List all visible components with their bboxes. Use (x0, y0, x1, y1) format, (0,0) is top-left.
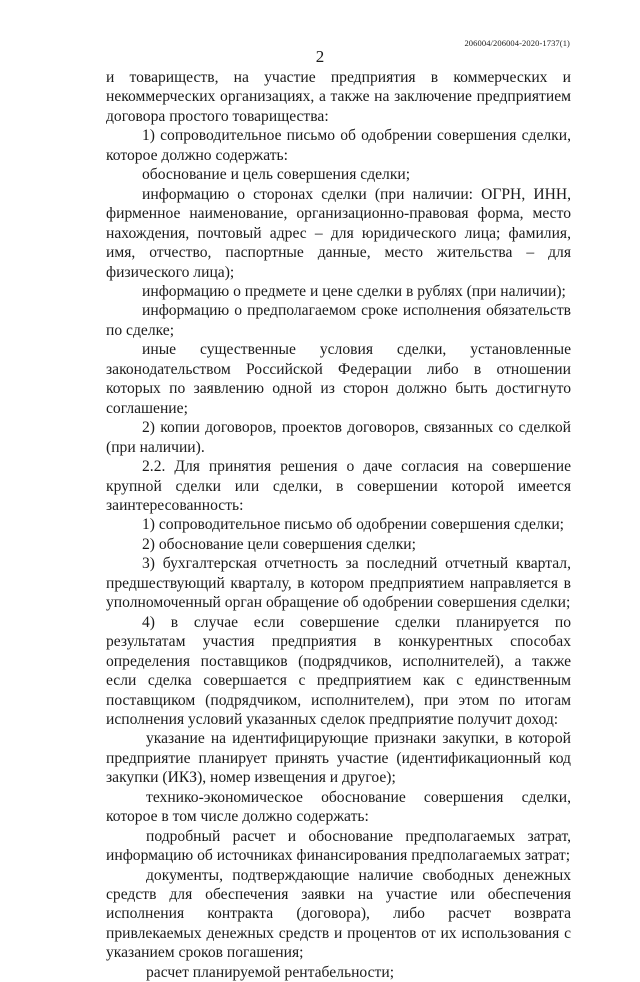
paragraph: документы, подтверждающие наличие свободных денежных средств для обеспечения заявки на участие или обеспечения исполнения контракта (договора), либо расчет возврата привлекаемых денежных средств и процентов от их использования с указанием сроков погашения; (106, 866, 571, 962)
paragraph: подробный расчет и обоснование предполагаемых затрат, информацию об источниках финансирования предполагаемых затрат; (106, 827, 571, 865)
paragraph: 2.2. Для принятия решения о даче согласия на совершение крупной сделки или сделки, в совершении которой имеется заинтересованность: (106, 458, 571, 514)
paragraph: информацию о предмете и цене сделки в рублях (при наличии); (142, 282, 566, 300)
paragraph: 3) бухгалтерская отчетность за последний отчетный квартал, предшествующий кварталу, в котором предприятием направляется в уполномоченный орган обращение об одобрении совершения сделки; (106, 555, 571, 612)
document-id: 206004/206004-2020-1737(1) (464, 38, 570, 48)
paragraph: и товариществ, на участие предприятия в коммерческих и некоммерческих организациях, а также на заключение предприятием договора простого товарищества: (106, 69, 571, 125)
paragraph: обоснование и цель совершения сделки; (142, 166, 411, 184)
paragraph: указание на идентифицирующие признаки закупки, в которой предприятие планирует принять участие (идентификационный код закупки (ИКЗ), номер извещения и другое); (106, 730, 571, 787)
paragraph: информацию о сторонах сделки (при наличии: ОГРН, ИНН, фирменное наименование, организационно-правовая форма, место нахождения, почтовый адрес – для юридического лица; фамилия, имя, отчество, паспортные данные, место жительства – для физического лица); (106, 185, 571, 281)
page-number: 2 (315, 47, 325, 66)
paragraph: информацию о предполагаемом сроке исполнения обязательств по сделке; (106, 302, 571, 339)
paragraph: технико-экономическое обоснование совершения сделки, которое в том числе должно содержать: (106, 788, 571, 826)
paragraph: 2) копии договоров, проектов договоров, связанных со сделкой (при наличии). (106, 419, 571, 456)
paragraph: иные существенные условия сделки, установленные законодательством Российской Федерации либо в отношении которых по заявлению одной из сторон должно быть достигнуто соглашение; (106, 341, 571, 417)
paragraph: 1) сопроводительное письмо об одобрении совершения сделки; (142, 516, 564, 534)
paragraph: 2) обоснование цели совершения сделки; (142, 535, 416, 553)
document-body (106, 68, 571, 982)
paragraph: 4) в случае если совершение сделки планируется по результатам участия предприятия в конкурентных способах определения поставщиков (подрядчиков, исполнителей), а также если сделка совершается с предприятием как с единственным поставщиком (подрядчиком, исполнителем), при этом по итогам исполнения условий указанных сделок предприятие получит доход: (106, 613, 571, 728)
paragraph: расчет планируемой рентабельности; (146, 963, 395, 981)
paragraph: 1) сопроводительное письмо об одобрении совершения сделки, которое должно содержать: (106, 127, 571, 164)
